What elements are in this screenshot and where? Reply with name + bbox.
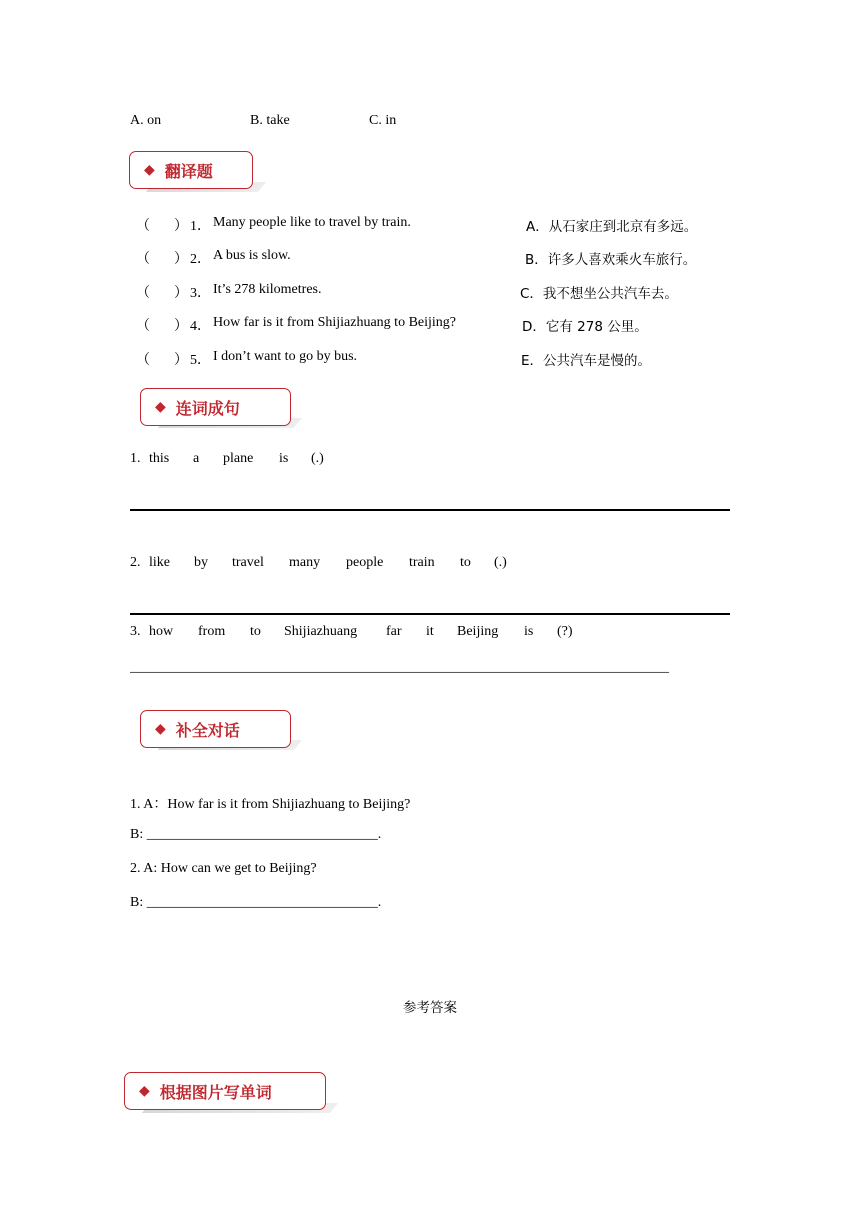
answer-line: [130, 613, 730, 615]
section-title: 连词成句: [175, 398, 240, 418]
question-number: 3.: [130, 624, 141, 639]
diamond-icon: ◆: [144, 162, 155, 178]
word-token: from: [198, 624, 226, 639]
english-sentence: I don’t want to go by bus.: [213, 349, 358, 364]
dialogue-answer-2: B: _________________________________.: [130, 895, 382, 910]
item-number: 5．: [190, 353, 211, 368]
diamond-icon: ◆: [139, 1083, 150, 1099]
english-sentence: A bus is slow.: [213, 248, 291, 263]
word-token: Beijing: [457, 624, 499, 639]
word-token: (.): [311, 451, 324, 466]
word-token: like: [149, 555, 170, 570]
option-c: C. in: [369, 113, 397, 128]
dialogue-answer-1: B: _________________________________.: [130, 827, 382, 842]
answer-paren: （: [136, 252, 150, 267]
word-token: far: [386, 624, 402, 639]
dialogue-question-2: 2. A: How can we get to Beijing?: [130, 861, 317, 876]
item-number: 1．: [190, 219, 211, 234]
word-token: to: [250, 624, 261, 639]
section-tag-translate: [129, 151, 253, 189]
answer-paren-close: ）: [174, 353, 188, 368]
word-token: is: [279, 451, 289, 466]
diamond-icon: ◆: [155, 399, 166, 415]
answer-paren: （: [136, 219, 150, 234]
word-token: a: [193, 451, 200, 466]
word-token: plane: [223, 451, 254, 466]
word-token: Shijiazhuang: [284, 624, 358, 639]
item-number: 2．: [190, 252, 211, 267]
answer-line: [130, 509, 730, 511]
chinese-sentence: A．从石家庄到北京有多远。: [526, 219, 698, 235]
word-token: (?): [557, 624, 573, 639]
word-token: train: [409, 555, 435, 570]
section-tag-reorder: [140, 388, 291, 426]
section-tag-dialogue: [140, 710, 291, 748]
dialogue-question-1: 1. A：How far is it from Shijiazhuang to Beijing?: [130, 797, 411, 812]
word-token: travel: [232, 555, 264, 570]
word-token: it: [426, 624, 434, 639]
answer-paren-close: ）: [174, 319, 188, 334]
item-number: 4．: [190, 319, 211, 334]
chinese-sentence: C．我不想坐公共汽车去。: [520, 286, 678, 302]
word-token: is: [524, 624, 534, 639]
word-token: to: [460, 555, 471, 570]
answer-paren-close: ）: [174, 252, 188, 267]
question-number: 2.: [130, 555, 141, 570]
section-title: 翻译题: [164, 161, 213, 181]
question-number: 1.: [130, 451, 141, 466]
answer-paren: （: [136, 319, 150, 334]
word-token: this: [149, 451, 170, 466]
chinese-sentence: B．许多人喜欢乘火车旅行。: [525, 252, 697, 268]
answers-heading: 参考答案: [403, 1000, 457, 1016]
word-token: many: [289, 555, 321, 570]
option-a: A. on: [130, 113, 162, 128]
chinese-sentence: E．公共汽车是慢的。: [521, 353, 652, 369]
section-title: 根据图片写单词: [159, 1082, 272, 1102]
item-number: 3．: [190, 286, 211, 301]
word-token: people: [346, 555, 384, 570]
answer-paren-close: ）: [174, 286, 188, 301]
answer-blank: _____________________________________________________________________________: [130, 660, 669, 675]
chinese-sentence: D．它有 278 公里。: [522, 319, 648, 335]
section-tag-pictures: [124, 1072, 326, 1110]
answer-paren: （: [136, 353, 150, 368]
diamond-icon: ◆: [155, 721, 166, 737]
option-b: B. take: [250, 113, 290, 128]
answer-paren: （: [136, 286, 150, 301]
word-token: how: [149, 624, 174, 639]
section-title: 补全对话: [175, 720, 240, 740]
word-token: by: [194, 555, 208, 570]
english-sentence: Many people like to travel by train.: [213, 215, 411, 230]
answer-paren-close: ）: [174, 219, 188, 234]
word-token: (.): [494, 555, 507, 570]
english-sentence: How far is it from Shijiazhuang to Beijing?: [213, 315, 457, 330]
english-sentence: It’s 278 kilometres.: [213, 282, 322, 297]
